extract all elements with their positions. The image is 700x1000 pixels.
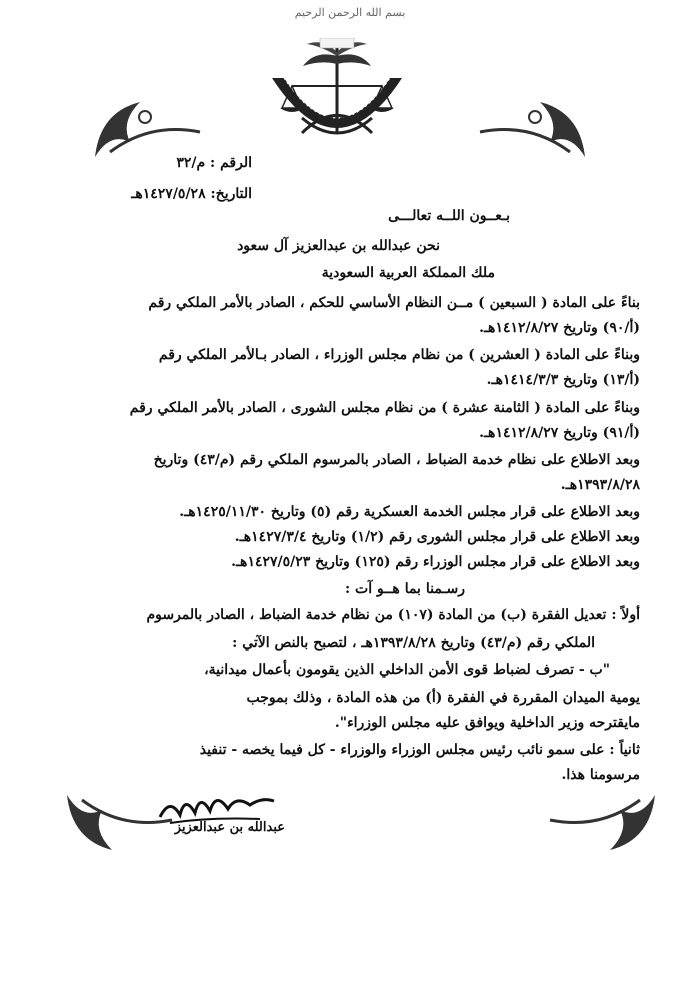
text-line-10: وبعد الاطلاع على قرار مجلس الشورى رقم (١/٢) وتاريخ ١٤٢٧/٣/٤هـ. <box>234 529 640 545</box>
decree-number: الرقم : م/٣٢ <box>176 155 252 171</box>
text-line-9: وبعد الاطلاع على قرار مجلس الخدمة العسكرية رقم (٥) وتاريخ ١٤٢٥/١١/٣٠هـ. <box>179 504 640 520</box>
decree-date: التاريخ: ١٤٢٧/٥/٢٨هـ <box>131 186 252 202</box>
text-line-19: مرسومنا هذا. <box>561 767 640 783</box>
text-line-5: وبناءً على المادة ( الثامنة عشرة ) من نظام مجلس الشورى ، الصادر بالأمر الملكي رقم <box>129 400 640 416</box>
signatory-name: عبدالله بن عبدالعزيز <box>174 820 285 835</box>
basmala: بسم الله الرحمن الرحيم <box>294 6 406 19</box>
text-line-14: الملكي رقم (م/٤٣) وتاريخ ١٣٩٣/٨/٢٨هـ ، لتصبح بالنص الآتي : <box>232 635 595 651</box>
text-line-4: (أ/١٣) وتاريخ ١٤١٤/٣/٣هـ. <box>486 372 640 388</box>
invocation: بـعــون اللــه تعالـــى <box>388 208 510 224</box>
king-name: نحن عبدالله بن عبدالعزيز آل سعود <box>237 238 440 254</box>
text-line-17: مايقترحه وزير الداخلية ويوافق عليه مجلس الوزراء". <box>334 715 640 731</box>
king-title: ملك المملكة العربية السعودية <box>321 265 495 281</box>
decree-body <box>40 0 640 1000</box>
text-line-11: وبعد الاطلاع على قرار مجلس الوزراء رقم (١٢٥) وتاريخ ١٤٢٧/٥/٢٣هـ. <box>231 554 640 570</box>
text-line-8: ١٣٩٣/٨/٢٨هـ. <box>560 477 640 493</box>
text-line-12: رسـمنا بما هــو آت : <box>345 581 465 597</box>
text-line-2: (أ/٩٠) وتاريخ ١٤١٢/٨/٢٧هـ. <box>479 320 640 336</box>
text-line-3: وبناءً على المادة ( العشرين ) من نظام مجلس الوزراء ، الصادر بـالأمر الملكي رقم <box>158 347 640 363</box>
text-line-15: "ب - تصرف لضباط قوى الأمن الداخلي الذين يقومون بأعمال ميدانية، <box>204 662 610 678</box>
text-line-7: وبعد الاطلاع على نظام خدمة الضباط ، الصادر بالمرسوم الملكي رقم (م/٤٣) وتاريخ <box>153 452 640 468</box>
text-line-13: أولاً : تعديل الفقرة (ب) من المادة (١٠٧) من نظام خدمة الضباط ، الصادر بالمرسوم <box>146 607 640 623</box>
text-line-6: (أ/٩١) وتاريخ ١٤١٢/٨/٢٧هـ. <box>479 425 640 441</box>
text-line-16: يومية الميدان المقررة في الفقرة (أ) من هذه المادة ، وذلك بموجب <box>246 690 640 706</box>
text-line-18: ثانياً : على سمو نائب رئيس مجلس الوزراء والوزراء - كل فيما يخصه - تنفيذ <box>199 742 640 758</box>
text-line-1: بناءً على المادة ( السبعين ) مــن النظام الأساسي للحكم ، الصادر بالأمر الملكي رقم <box>148 295 640 311</box>
